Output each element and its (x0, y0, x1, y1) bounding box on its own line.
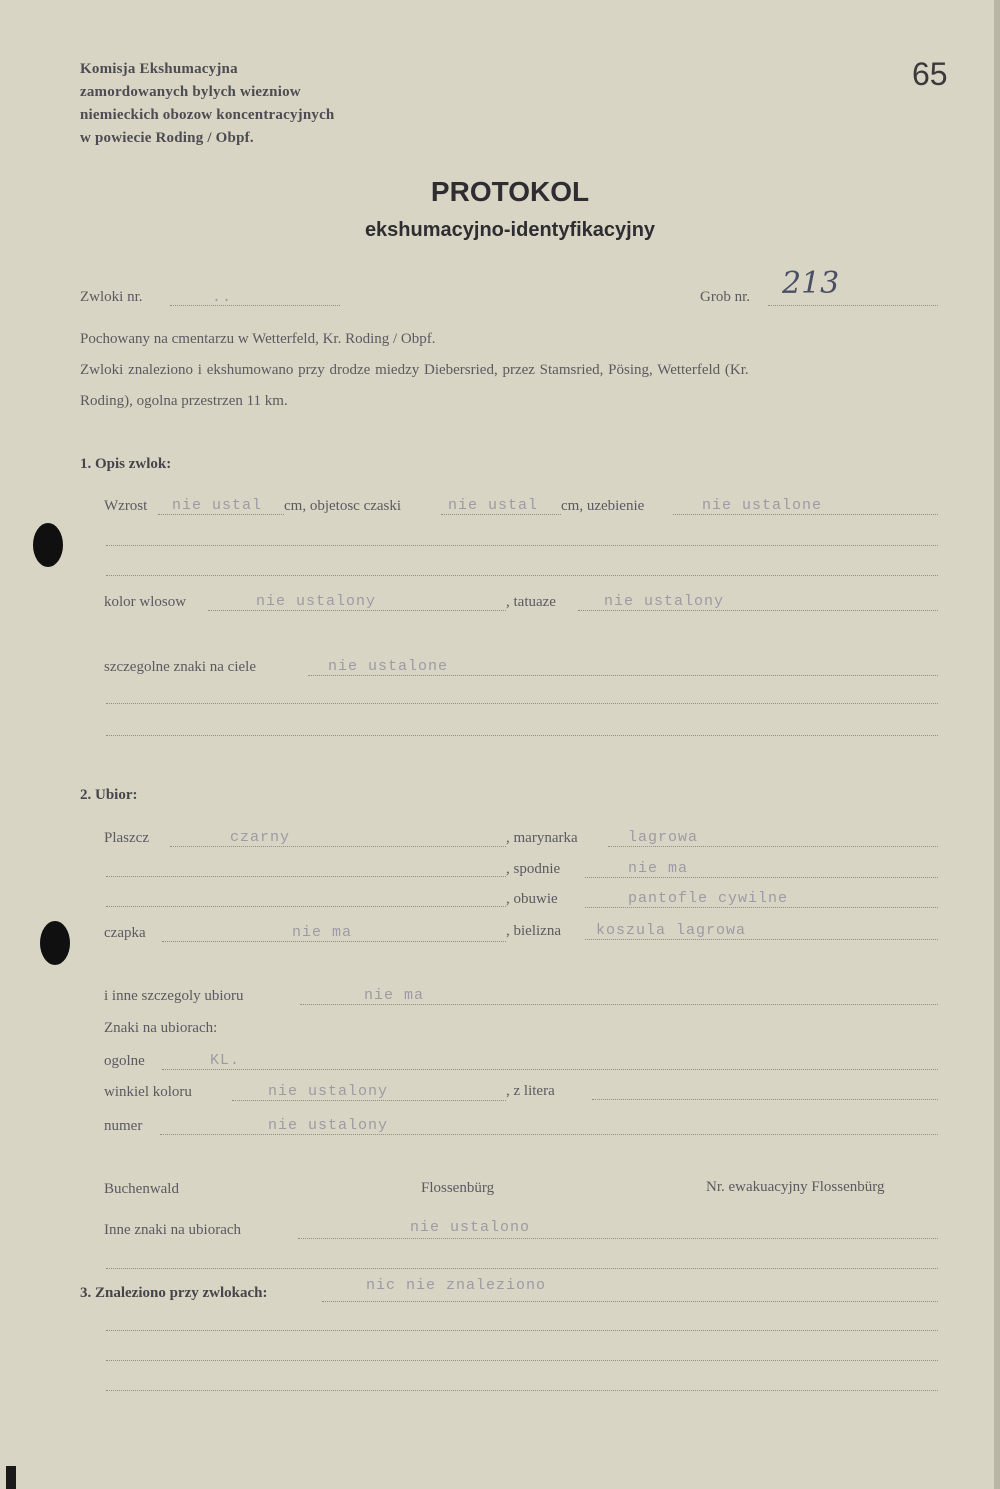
blank-line (106, 1330, 938, 1331)
czaszka-value: nie ustal (448, 497, 539, 514)
uzebienie-line (673, 514, 938, 515)
intro-line: Zwloki znaleziono i ekshumowano przy drodze miedzy Diebersried, przez Stamsried, Pösing, Wetterfeld (Kr. (80, 362, 749, 378)
litera-label: , z litera (506, 1083, 555, 1099)
blank-line (106, 1268, 938, 1269)
blank-line (106, 735, 938, 736)
bielizna-value: koszula lagrowa (596, 922, 747, 939)
znaleziono-line (322, 1301, 938, 1302)
obuwie-label: , obuwie (506, 891, 558, 907)
ogolne-line (162, 1069, 938, 1070)
czapka-value: nie ma (292, 924, 353, 941)
grob-label: Grob nr. (700, 289, 750, 305)
wzrost-line (158, 514, 284, 515)
ewakuacyjny-label: Nr. ewakuacyjny Flossenbürg (706, 1179, 885, 1195)
ogolne-value: KL. (210, 1052, 241, 1069)
edge-mark (6, 1466, 16, 1489)
obuwie-line (585, 907, 938, 908)
blank-line (106, 906, 506, 907)
marynarka-value: lagrowa (628, 829, 699, 846)
spodnie-value: nie ma (628, 860, 689, 877)
zwloki-label: Zwloki nr. (80, 289, 143, 305)
document-subtitle: ekshumacyjno-identyfikacyjny (364, 219, 656, 241)
marynarka-label: , marynarka (506, 830, 578, 846)
winkiel-label: winkiel koloru (104, 1084, 192, 1100)
blank-line (106, 1360, 938, 1361)
inne-szczegoly-label: i inne szczegoly ubioru (104, 988, 244, 1004)
grob-line (768, 305, 938, 306)
blank-line (106, 575, 938, 576)
blank-line (106, 703, 938, 704)
winkiel-line (232, 1100, 506, 1101)
bielizna-label: , bielizna (506, 923, 561, 939)
intro-line: Pochowany na cmentarzu w Wetterfeld, Kr. Roding / Obpf. (80, 331, 436, 347)
obuwie-value: pantofle cywilne (628, 890, 789, 907)
czapka-line (162, 941, 506, 942)
wlosy-label: kolor wlosow (104, 594, 187, 610)
tatuaze-line (578, 610, 938, 611)
inne-znaki-label: Inne znaki na ubiorach (104, 1222, 242, 1238)
tatuaze-label: , tatuaze (506, 594, 556, 610)
blank-line (106, 1390, 938, 1391)
grob-value-handwritten: 213 (782, 266, 840, 301)
tatuaze-value: nie ustalony (604, 593, 725, 610)
inne-szczegoly-value: nie ma (364, 987, 425, 1004)
znaki-value: nie ustalone (328, 658, 449, 675)
plaszcz-label: Plaszcz (104, 830, 149, 846)
section-heading-znaleziono: 3. Znaleziono przy zwlokach: (80, 1285, 268, 1301)
inne-znaki-value: nie ustalono (410, 1219, 531, 1236)
blank-line (106, 545, 938, 546)
marynarka-line (608, 846, 938, 847)
section-heading-opis: 1. Opis zwlok: (80, 456, 172, 472)
znaki-ubiorach-label: Znaki na ubiorach: (104, 1020, 218, 1036)
flossenburg-label: Flossenbürg (421, 1180, 495, 1196)
czaszka-unit: cm, uzebienie (561, 498, 645, 514)
inne-znaki-line (298, 1238, 938, 1239)
plaszcz-value: czarny (230, 829, 291, 846)
numer-value: nie ustalony (268, 1117, 389, 1134)
section-heading-ubior: 2. Ubior: (80, 787, 138, 803)
commission-line: niemieckich obozow koncentracyjnych (80, 107, 335, 123)
spodnie-label: , spodnie (506, 861, 561, 877)
wzrost-unit: cm, objetosc czaski (284, 498, 402, 514)
ogolne-label: ogolne (104, 1053, 145, 1069)
wlosy-value: nie ustalony (256, 593, 377, 610)
wlosy-line (208, 610, 506, 611)
wzrost-value: nie ustal (172, 497, 263, 514)
plaszcz-line (170, 846, 506, 847)
znaleziono-value: nic nie znaleziono (366, 1277, 547, 1294)
page-number: 65 (912, 56, 948, 92)
inne-szczegoly-line (300, 1004, 938, 1005)
uzebienie-value: nie ustalone (702, 497, 823, 514)
litera-line (592, 1099, 938, 1100)
znaki-line (308, 675, 938, 676)
commission-line: zamordowanych bylych wiezniow (80, 84, 301, 100)
document-title: PROTOKOL (430, 176, 590, 207)
buchenwald-label: Buchenwald (104, 1181, 179, 1197)
numer-label: numer (104, 1118, 143, 1134)
punch-hole-top (33, 523, 63, 567)
commission-line: Komisja Ekshumacyjna (80, 61, 238, 77)
czaszka-line (441, 514, 561, 515)
blank-line (106, 876, 506, 877)
znaki-label: szczegolne znaki na ciele (104, 659, 256, 675)
czapka-label: czapka (104, 925, 146, 941)
intro-line: Roding), ogolna przestrzen 11 km. (80, 393, 288, 409)
spodnie-line (585, 877, 938, 878)
zwloki-value: .. (212, 289, 233, 306)
zwloki-line (170, 305, 340, 306)
punch-hole-bottom (40, 921, 70, 965)
bielizna-line (585, 939, 938, 940)
wzrost-label: Wzrost (104, 498, 148, 514)
winkiel-value: nie ustalony (268, 1083, 389, 1100)
commission-line: w powiecie Roding / Obpf. (80, 130, 254, 146)
numer-line (160, 1134, 938, 1135)
